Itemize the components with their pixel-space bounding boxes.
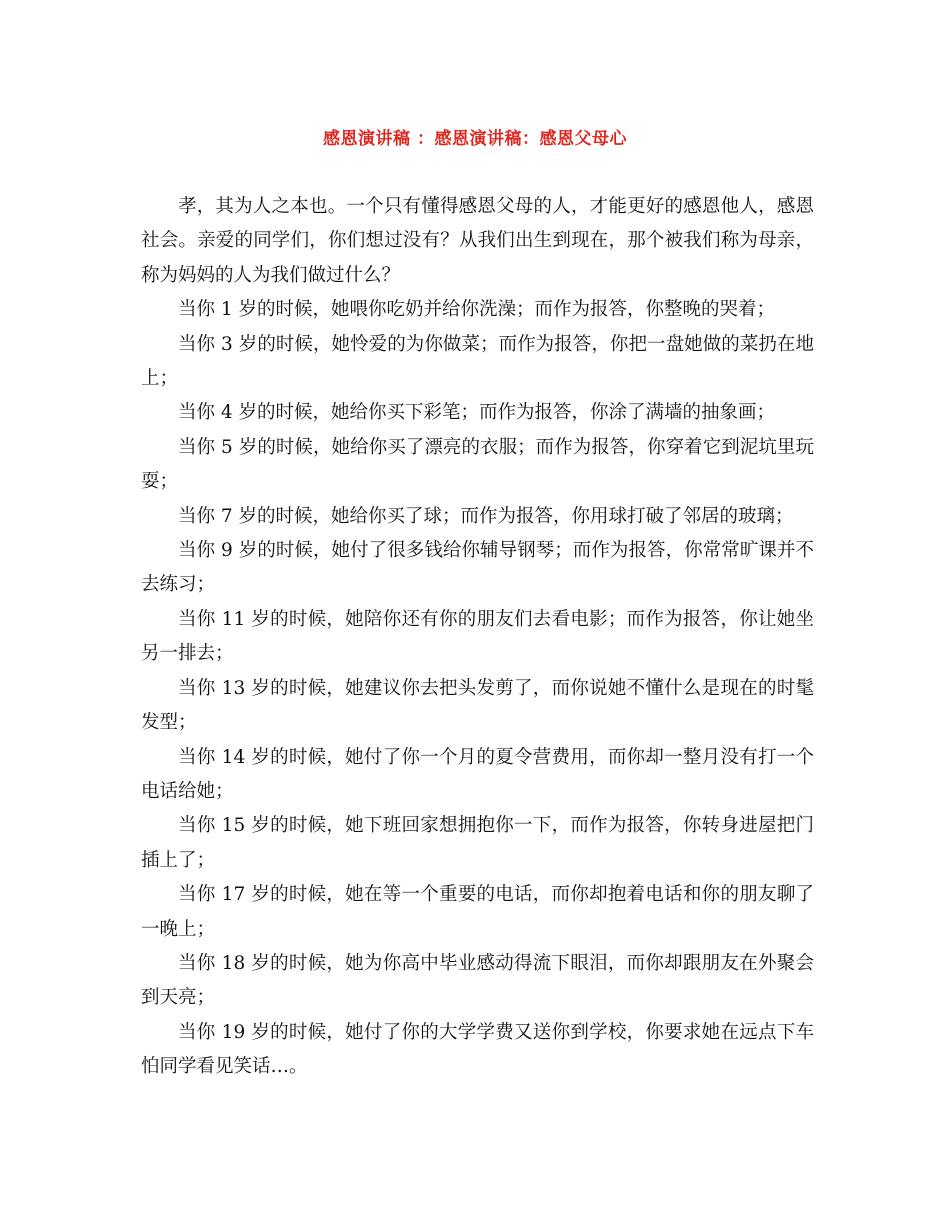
paragraph: 当你 14 岁的时候，她付了你一个月的夏令营费用，而你却一整月没有打一个电话给她； [141,746,814,802]
paragraph: 当你 5 岁的时候，她给你买了漂亮的衣服；而作为报答，你穿着它到泥坑里玩耍； [141,436,814,493]
paragraph: 当你 11 岁的时候，她陪你还有你的朋友们去看电影；而作为报答，你让她坐另一排去； [141,608,814,665]
paragraph: 当你 7 岁的时候，她给你买了球；而作为报答，你用球打破了邻居的玻璃； [178,505,794,527]
paragraph: 当你 19 岁的时候，她付了你的大学学费又送你到学校，你要求她在远点下车怕同学看见笑话…。 [141,1021,814,1078]
paragraph: 当你 3 岁的时候，她怜爱的为你做菜；而作为报答，你把一盘她做的菜扔在地上； [141,333,814,390]
paragraph: 当你 4 岁的时候，她给你买下彩笔；而作为报答，你涂了满墙的抽象画； [178,402,776,424]
paragraph: 当你 15 岁的时候，她下班回家想拥抱你一下，而作为报答，你转身进屋把门插上了； [141,815,814,871]
paragraph: 当你 18 岁的时候，她为你高中毕业感动得流下眼泪，而你却跟朋友在外聚会到天亮； [141,952,814,1009]
paragraph: 当你 13 岁的时候，她建议你去把头发剪了，而你说她不懂什么是现在的时髦发型； [141,677,814,734]
paragraph: 孝，其为人之本也。一个只有懂得感恩父母的人，才能更好的感恩他人，感恩社会。亲爱的同学们，你们想过没有？从我们出生到现在，那个被我们称为母亲，称为妈妈的人为我们做过什么？ [141,196,814,286]
paragraph: 当你 9 岁的时候，她付了很多钱给你辅导钢琴；而作为报答，你常常旷课并不去练习； [141,540,814,596]
paragraph: 当你 17 岁的时候，她在等一个重要的电话，而你却抱着电话和你的朋友聊了一晚上； [141,884,814,940]
paragraph: 当你 1 岁的时候，她喂你吃奶并给你洗澡；而作为报答，你整晚的哭着； [178,299,776,321]
document-body [141,190,814,1085]
document-title: 感恩演讲稿 ：感恩演讲稿：感恩父母心 [323,129,627,149]
